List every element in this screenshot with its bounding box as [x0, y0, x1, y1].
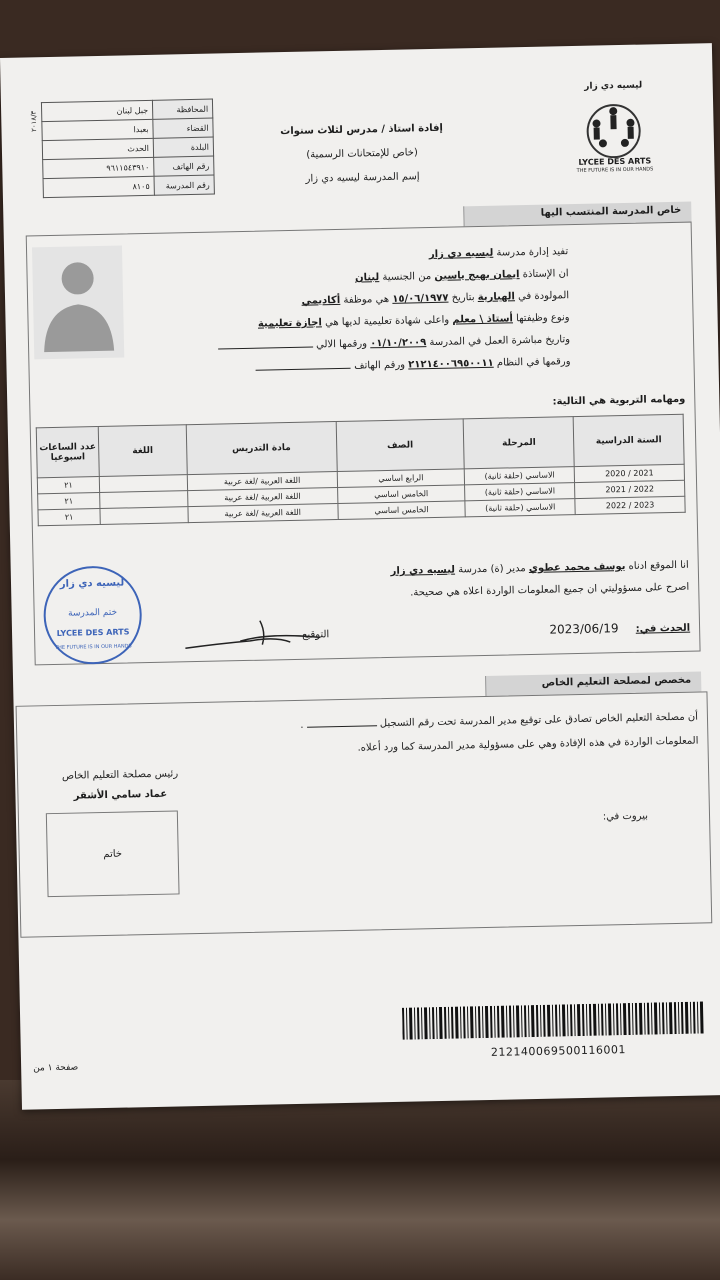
employee-type: أكاديمي — [301, 294, 341, 307]
birth-place: الهبارية — [477, 291, 516, 304]
info-label: القضاء — [153, 118, 213, 138]
text: ورقم الهاتف — [354, 359, 406, 372]
stamp-ring-text: LYCEE DES ARTS — [56, 627, 130, 638]
school-name: ليسيه دي زار — [428, 247, 494, 261]
text: ورقمها في النظام — [496, 356, 571, 369]
barcode-icon — [402, 1001, 705, 1039]
cell-grade: الرابع اساسي — [337, 469, 465, 488]
text: مدير (ة) مدرسة — [458, 563, 526, 576]
page-number: صفحة ١ من — [33, 1062, 79, 1074]
beirut-date-label: بيروت في: — [602, 810, 649, 823]
title-line-1: إفادة استاذ / مدرس لثلاث سنوات — [280, 122, 444, 138]
col-subject: مادة التدريس — [186, 422, 337, 475]
cell-year: 2023 / 2022 — [575, 496, 685, 514]
section-school-title: خاص المدرسة المنتسب اليها — [463, 202, 691, 227]
approval-line-2: المعلومات الواردة في هذه الإفادة وهي على مسؤولية مدير المدرسة كما ورد أعلاه. — [357, 735, 699, 754]
info-value: الحدث — [42, 138, 153, 159]
place-label: الحدث في: — [635, 622, 691, 635]
text: بتاريخ — [451, 292, 475, 304]
stamp-arabic: ليسيه دي زار — [59, 577, 125, 590]
section-private-education-title: مخصص لمصلحة التعليم الخاص — [485, 671, 701, 696]
system-number: ٢١٢١٤٠٠٦٩٥٠٠١١ — [408, 357, 494, 371]
start-date: ٠١/١٠/٢٠٠٩ — [370, 337, 427, 350]
info-value: ٩٦١١٥٤٣٩١٠ — [43, 157, 154, 178]
cell-year: 2022 / 2021 — [575, 480, 685, 498]
title-line-2: (خاص للإمتحانات الرسمية) — [306, 147, 418, 161]
text: انا الموقع ادناه — [628, 559, 689, 572]
text: . — [300, 719, 304, 731]
text: ورقمها الالي — [315, 338, 368, 351]
cell-stage: الاساسي (حلقة ثانية) — [465, 467, 575, 485]
col-year: السنة الدراسية — [573, 414, 684, 466]
signature-label: التوقيع — [302, 629, 330, 641]
info-label: المحافظة — [152, 99, 212, 119]
col-grade: الصف — [336, 419, 465, 472]
cell-stage: الاساسي (حلقة ثانية) — [465, 483, 575, 501]
tasks-heading: ومهامه التربوية هي التالية: — [552, 393, 686, 408]
info-label: البلدة — [153, 137, 213, 157]
text: أن مصلحة التعليم الخاص تصادق على توقيع مدير المدرسة تحت رقم التسجيل — [379, 711, 699, 730]
signature-icon — [180, 611, 331, 654]
barcode-number: 212140069500116001 — [490, 1043, 627, 1059]
text: ونوع وظيفتها — [515, 312, 570, 325]
logo-arabic: ليسيه دي زار — [584, 80, 643, 92]
logo-ring-text: LYCEE DES ARTS — [578, 156, 652, 167]
cell-hours: ٢١ — [38, 509, 100, 526]
cell-subject: اللغة العربية /لغة عربية — [187, 488, 337, 507]
certificate-document — [0, 43, 720, 1110]
col-language: اللغة — [98, 425, 187, 477]
info-label: رقم الهاتف — [154, 156, 214, 176]
photo-placeholder — [32, 245, 124, 359]
signing-date: 2023/06/19 — [549, 621, 619, 637]
text: المولودة في — [518, 290, 570, 303]
text: تفيد إدارة مدرسة — [496, 246, 569, 259]
head-block — [45, 764, 196, 807]
cell-grade: الخامس اساسي — [337, 501, 465, 520]
side-code: ٢٠١٨/٣ — [29, 110, 39, 132]
seal-label: خاتم — [103, 848, 123, 860]
blank-line — [307, 718, 377, 727]
text: هي موظفة — [343, 293, 390, 306]
nationality: لبنان — [354, 272, 380, 284]
stamp-slogan: THE FUTURE IS IN OUR HANDS — [54, 643, 132, 651]
school-info-table — [41, 99, 215, 199]
logo-slogan: THE FUTURE IS IN OUR HANDS — [576, 166, 654, 174]
head-name: عماد سامي الأشقر — [73, 788, 168, 802]
info-value: جبل لبنان — [41, 100, 152, 121]
col-hours: عدد الساعات اسبوعيا — [36, 427, 99, 478]
col-stage: المرحلة — [464, 417, 575, 469]
cell-grade: الخامس اساسي — [337, 485, 465, 504]
school-name: ليسيه دي زار — [390, 564, 456, 577]
cell-language — [100, 491, 188, 509]
job-title: أستاذ \ معلم — [452, 313, 514, 326]
cell-year: 2021 / 2020 — [574, 464, 684, 482]
degree: اجازة تعليمية — [257, 317, 322, 330]
table-surface — [0, 1080, 720, 1280]
info-value: بعبدا — [42, 119, 153, 140]
blank-line — [218, 340, 313, 350]
cell-stage: الاساسي (حلقة ثانية) — [465, 499, 575, 517]
school-logo — [566, 80, 663, 177]
cell-hours: ٢١ — [38, 493, 100, 510]
head-title: رئيس مصلحة التعليم الخاص — [61, 768, 179, 782]
text: واعلى شهادة تعليمية لديها هي — [324, 314, 450, 329]
blank-line — [256, 361, 351, 371]
cell-language — [99, 475, 187, 493]
info-label: رقم المدرسة — [154, 175, 214, 195]
date-line — [549, 620, 690, 637]
director-name: يوسف محمد عطوي — [528, 561, 626, 575]
cell-subject: اللغة العربية /لغة عربية — [187, 472, 337, 491]
cell-subject: اللغة العربية /لغة عربية — [188, 504, 338, 523]
cell-hours: ٢١ — [37, 477, 99, 494]
info-value: ٨١٠٥ — [43, 176, 154, 197]
person-silhouette-icon — [32, 245, 124, 359]
title-line-3: إسم المدرسة ليسيه دي زار — [305, 171, 420, 185]
stamp-text: ختم المدرسة — [68, 607, 118, 619]
seal-box — [46, 810, 180, 897]
cell-language — [100, 507, 188, 525]
text: ان الإستاذة — [522, 268, 569, 281]
text: وتاريخ مباشرة العمل في المدرسة — [429, 334, 571, 349]
tasks-table — [36, 414, 686, 527]
teacher-name: ايمان بهيج ياسين — [434, 269, 520, 282]
text: من الجنسية — [382, 271, 432, 284]
declaration-line-2: اصرح على مسؤوليتي ان جميع المعلومات الواردة اعلاه هي صحيحة. — [410, 581, 690, 599]
document-title — [261, 116, 462, 192]
birth-date: ١٥/٠٦/١٩٧٧ — [392, 292, 449, 305]
